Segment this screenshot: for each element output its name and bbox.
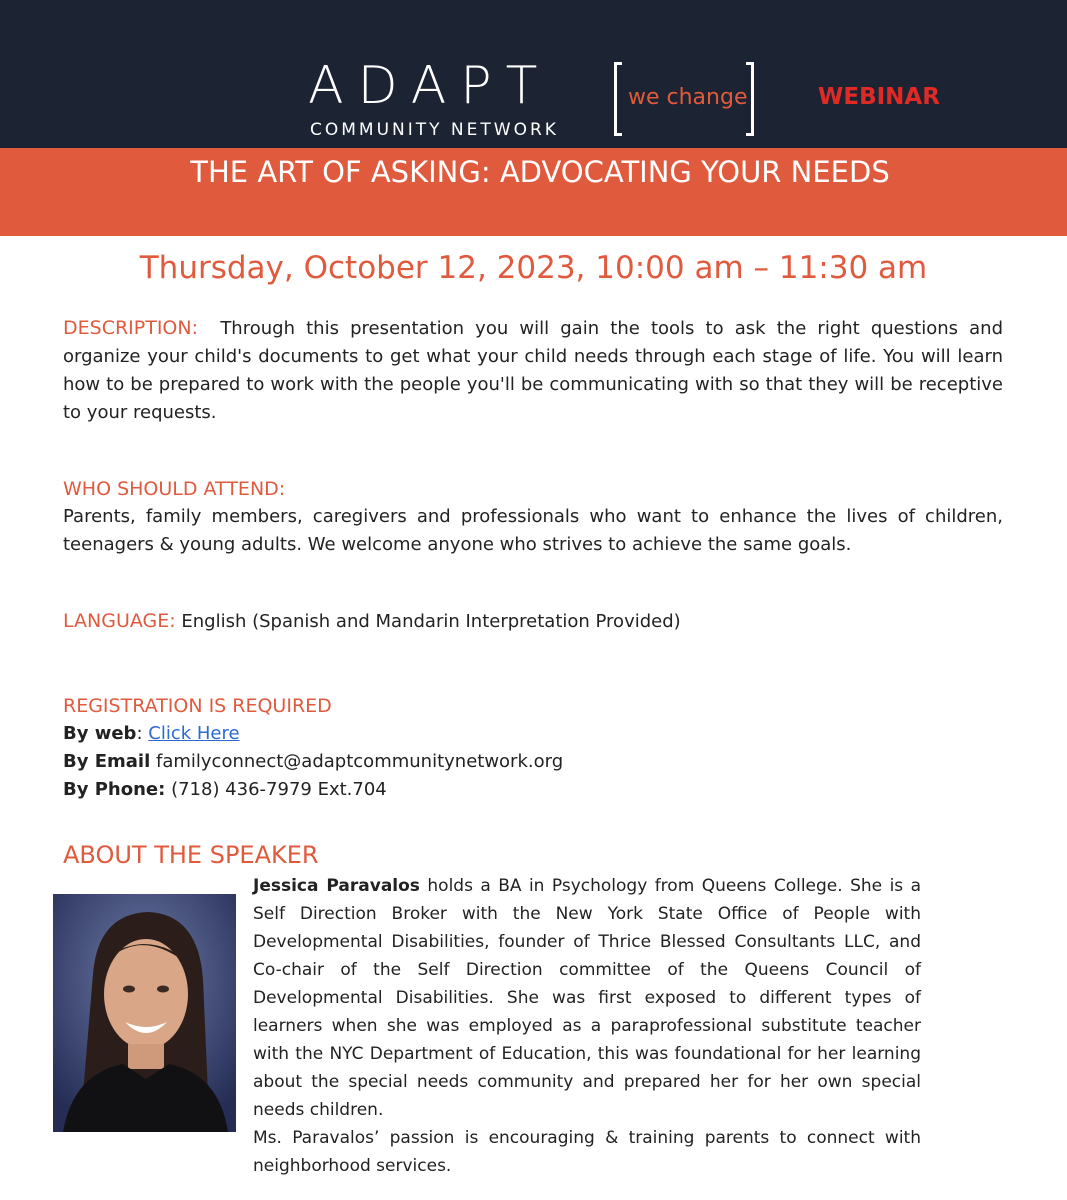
description-section	[63, 314, 1003, 427]
description-label: DESCRIPTION:	[63, 317, 199, 339]
registration-section	[63, 692, 1003, 804]
register-link[interactable]: Click Here	[148, 723, 240, 744]
speaker-name: Jessica Paravalos	[253, 876, 420, 896]
right-bracket-icon	[746, 62, 754, 136]
registration-email-row	[63, 748, 1003, 776]
registration-phone: (718) 436-7979 Ext.704	[171, 779, 387, 800]
language-text: English (Spanish and Mandarin Interpretation Provided)	[181, 611, 681, 632]
speaker-bio	[253, 872, 921, 1124]
speaker-heading	[63, 838, 1003, 872]
speaker-bio-text: holds a BA in Psychology from Queens College. She is a Self Direction Broker with the New York State Office of People with Developmental Disabilities, founder of Thrice Blessed Consultants LLC, and Co-chair of the Self Direction committee of the Queens Council of Developmental Disabilities. She was first exposed to different types of learners when she was employed as a paraprofessional substitute teacher with the NYC Department of Education, this was foundational for her learning about the special needs community and prepared her for her own special needs children.	[253, 876, 922, 1120]
tagline: we change	[628, 85, 748, 110]
web-label: By web	[63, 723, 137, 744]
registration-label: REGISTRATION IS REQUIRED	[63, 695, 332, 717]
event-type-label: WEBINAR	[818, 84, 940, 110]
left-bracket-icon	[614, 62, 622, 136]
speaker-label: ABOUT THE SPEAKER	[63, 841, 319, 869]
registration-email[interactable]: familyconnect@adaptcommunitynetwork.org	[156, 751, 564, 772]
adapt-logo-wordmark: ADAPT	[308, 56, 552, 116]
phone-label: By Phone:	[63, 779, 166, 800]
attend-label: WHO SHOULD ATTEND:	[63, 478, 286, 500]
language-label: LANGUAGE:	[63, 610, 176, 632]
attend-section	[63, 475, 1003, 559]
event-datetime: Thursday, October 12, 2023, 10:00 am – 11:30 am	[139, 250, 928, 286]
attend-text: Parents, family members, caregivers and professionals who want to enhance the lives of children, teenagers & young adults. We welcome anyone who strives to achieve the same goals.	[63, 506, 1003, 555]
email-label: By Email	[63, 751, 151, 772]
speaker-passion-text: Ms. Paravalos’ passion is encouraging & training parents to connect with neighborhood services.	[253, 1128, 921, 1176]
speaker-photo	[53, 894, 236, 1132]
event-title: THE ART OF ASKING: ADVOCATING YOUR NEEDS	[190, 155, 890, 189]
adapt-logo-subtitle: COMMUNITY NETWORK	[310, 120, 559, 140]
registration-phone-row	[63, 776, 1003, 804]
language-section	[63, 607, 1003, 636]
description-text: Through this presentation you will gain the tools to ask the right questions and organize your child's documents to get what your child needs through each stage of life. You will learn how to be prepared to work with the people you'll be communicating with so that they will be receptive to your requests.	[63, 318, 1004, 423]
registration-web-row: By web: Click Here	[63, 723, 240, 744]
